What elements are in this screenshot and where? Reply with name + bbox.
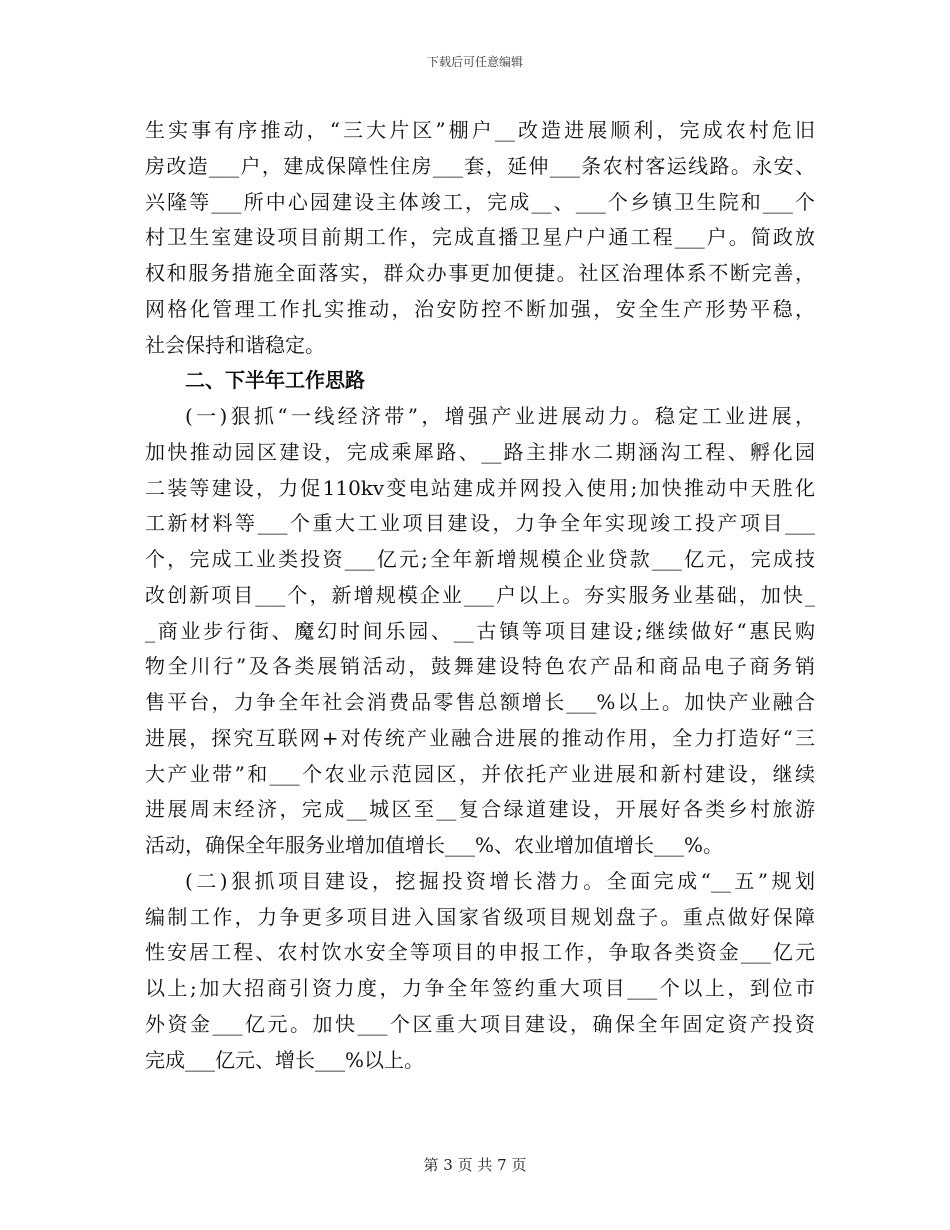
page-header-note: 下载后可任意编辑 bbox=[426, 55, 523, 69]
text-line: 物全川行”及各类展销活动，鼓舞建设特色农产品和商品电子商务销 bbox=[145, 654, 815, 679]
text-line: 进展周末经济，完成__城区至__复合绿道建设，开展好各类乡村旅游 bbox=[145, 797, 815, 822]
text-line: 外资金___亿元。加快___个区重大项目建设，确保全年固定资产投资 bbox=[145, 1011, 815, 1036]
text-line: 个，完成工业类投资___亿元;全年新增规模企业贷款___亿元，完成技 bbox=[145, 547, 815, 571]
text-line: 社会保持和谐稳定。 bbox=[145, 332, 325, 357]
text-line: 编制工作，力争更多项目进入国家省级项目规划盘子。重点做好保障 bbox=[145, 904, 815, 929]
text-line: 权和服务措施全面落实，群众办事更加便捷。社区治理体系不断完善， bbox=[145, 261, 815, 285]
text-line: (一)狠抓“一线经济带”，增强产业进展动力。稳定工业进展， bbox=[185, 404, 815, 428]
text-line: 工新材料等___个重大工业项目建设，力争全年实现竣工投产项目___ bbox=[145, 511, 815, 536]
text-line: 进展，探究互联网+对传统产业融合进展的推动作用，全力打造好“三 bbox=[145, 725, 815, 750]
text-line: 村卫生室建设项目前期工作，完成直播卫星户户通工程___户。简政放 bbox=[145, 225, 815, 250]
text-line: (二)狠抓项目建设，挖掘投资增长潜力。全面完成“__五”规划 bbox=[185, 868, 815, 893]
text-line: 生实事有序推动，“三大片区”棚户__改造进展顺利，完成农村危旧 bbox=[145, 118, 815, 142]
section-heading: 二、下半年工作思路 bbox=[185, 368, 365, 393]
text-line: 性安居工程、农村饮水安全等项目的申报工作，争取各类资金___亿元 bbox=[145, 940, 815, 965]
text-line: 房改造___户，建成保障性住房___套，延伸___条农村客运线路。永安、 bbox=[145, 153, 815, 178]
text-line: 售平台，力争全年社会消费品零售总额增长___%以上。加快产业融合 bbox=[145, 690, 815, 714]
text-line: 加快推动园区建设，完成乘犀路、__路主排水二期涵沟工程、孵化园 bbox=[145, 439, 815, 464]
text-line: 以上;加大招商引资力度，力争全年签约重大项目___个以上，到位市 bbox=[145, 976, 815, 1000]
text-line: _商业步行街、魔幻时间乐园、__古镇等项目建设;继续做好“惠民购 bbox=[145, 618, 815, 643]
page-number: 第 3 页 共 7 页 bbox=[423, 1156, 527, 1174]
text-line: 完成___亿元、增长___%以上。 bbox=[145, 1047, 425, 1072]
text-line: 网格化管理工作扎实推动，治安防控不断加强，安全生产形势平稳， bbox=[145, 296, 815, 321]
text-line: 活动，确保全年服务业增加值增长___%、农业增加值增长___%。 bbox=[145, 833, 724, 857]
text-line: 二装等建设，力促110kv变电站建成并网投入使用;加快推动中天胜化 bbox=[145, 475, 815, 500]
text-line: 改创新项目___个，新增规模企业___户以上。夯实服务业基础，加快_ bbox=[145, 582, 815, 607]
text-line: 兴隆等___所中心园建设主体竣工，完成__、___个乡镇卫生院和___个 bbox=[145, 189, 815, 214]
text-line: 大产业带”和___个农业示范园区，并依托产业进展和新村建设，继续 bbox=[145, 761, 815, 786]
